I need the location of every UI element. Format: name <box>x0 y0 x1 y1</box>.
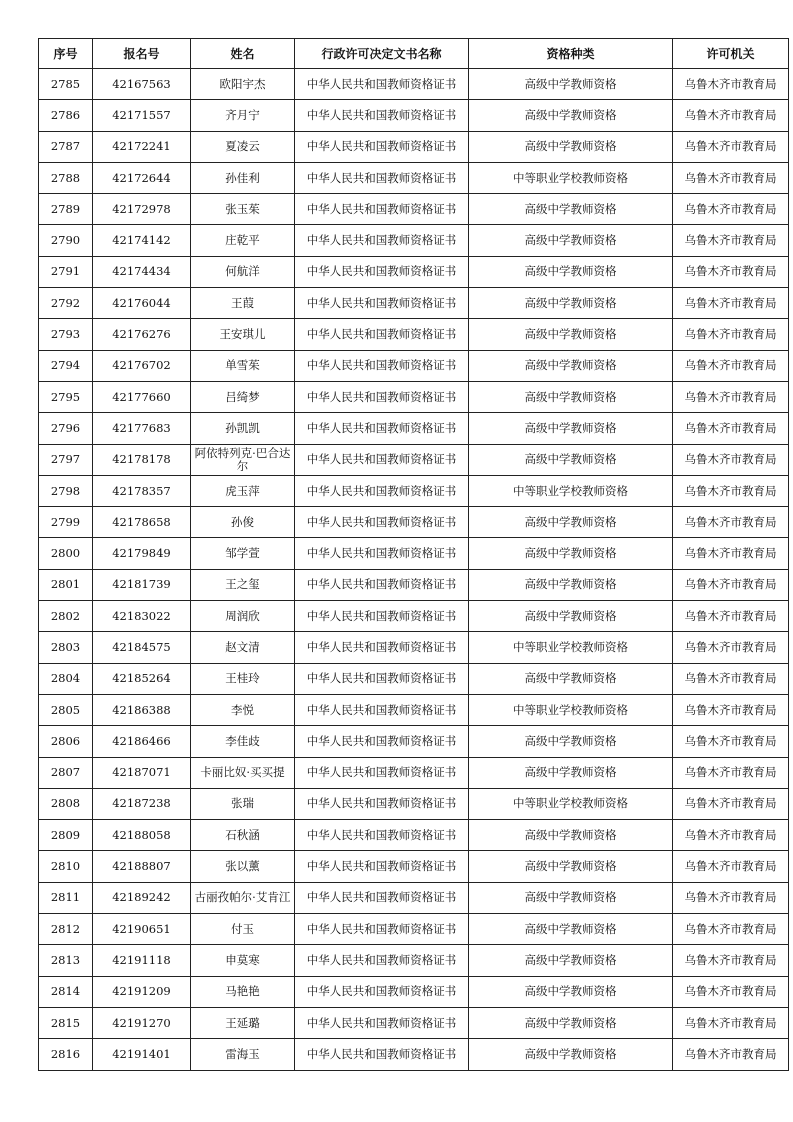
cell-reg-no: 42179849 <box>93 538 191 569</box>
cell-type: 高级中学教师资格 <box>469 914 673 945</box>
cell-doc: 中华人民共和国教师资格证书 <box>295 507 469 538</box>
cell-authority: 乌鲁木齐市教育局 <box>673 914 789 945</box>
cell-doc: 中华人民共和国教师资格证书 <box>295 1007 469 1038</box>
cell-doc: 中华人民共和国教师资格证书 <box>295 131 469 162</box>
table-row <box>39 194 789 225</box>
cell-reg-no: 42178658 <box>93 507 191 538</box>
cell-authority: 乌鲁木齐市教育局 <box>673 507 789 538</box>
cell-reg-no: 42172978 <box>93 194 191 225</box>
table-row <box>39 381 789 412</box>
cell-type: 高级中学教师资格 <box>469 444 673 475</box>
cell-doc: 中华人民共和国教师资格证书 <box>295 788 469 819</box>
cell-seq: 2814 <box>39 976 93 1007</box>
table-row <box>39 976 789 1007</box>
cell-type: 中等职业学校教师资格 <box>469 475 673 506</box>
cell-reg-no: 42177683 <box>93 413 191 444</box>
cell-seq: 2816 <box>39 1039 93 1070</box>
cell-seq: 2809 <box>39 820 93 851</box>
cell-reg-no: 42176702 <box>93 350 191 381</box>
header-doc: 行政许可决定文书名称 <box>295 39 469 69</box>
cell-type: 高级中学教师资格 <box>469 945 673 976</box>
cell-seq: 2812 <box>39 914 93 945</box>
cell-seq: 2795 <box>39 381 93 412</box>
cell-reg-no: 42191270 <box>93 1007 191 1038</box>
cell-seq: 2789 <box>39 194 93 225</box>
cell-type: 高级中学教师资格 <box>469 569 673 600</box>
cell-name: 周润欣 <box>191 601 295 632</box>
cell-name: 王桂玲 <box>191 663 295 694</box>
cell-authority: 乌鲁木齐市教育局 <box>673 882 789 913</box>
cell-name: 石秋涵 <box>191 820 295 851</box>
cell-type: 高级中学教师资格 <box>469 288 673 319</box>
cell-type: 高级中学教师资格 <box>469 601 673 632</box>
cell-type: 高级中学教师资格 <box>469 194 673 225</box>
cell-doc: 中华人民共和国教师资格证书 <box>295 194 469 225</box>
cell-authority: 乌鲁木齐市教育局 <box>673 162 789 193</box>
table-row <box>39 1007 789 1038</box>
cell-type: 高级中学教师资格 <box>469 976 673 1007</box>
cell-name: 王安琪儿 <box>191 319 295 350</box>
cell-reg-no: 42174142 <box>93 225 191 256</box>
cell-authority: 乌鲁木齐市教育局 <box>673 538 789 569</box>
cell-seq: 2806 <box>39 726 93 757</box>
cell-type: 高级中学教师资格 <box>469 256 673 287</box>
table-row <box>39 350 789 381</box>
cell-authority: 乌鲁木齐市教育局 <box>673 851 789 882</box>
cell-name: 马艳艳 <box>191 976 295 1007</box>
cell-type: 高级中学教师资格 <box>469 507 673 538</box>
cell-authority: 乌鲁木齐市教育局 <box>673 1039 789 1070</box>
cell-type: 中等职业学校教师资格 <box>469 632 673 663</box>
cell-authority: 乌鲁木齐市教育局 <box>673 726 789 757</box>
cell-reg-no: 42188807 <box>93 851 191 882</box>
cell-doc: 中华人民共和国教师资格证书 <box>295 1039 469 1070</box>
cell-name: 古丽孜帕尔·艾肯江 <box>191 882 295 913</box>
cell-seq: 2785 <box>39 69 93 100</box>
cell-doc: 中华人民共和国教师资格证书 <box>295 569 469 600</box>
cell-authority: 乌鲁木齐市教育局 <box>673 569 789 600</box>
cell-doc: 中华人民共和国教师资格证书 <box>295 100 469 131</box>
table-row <box>39 945 789 976</box>
cell-authority: 乌鲁木齐市教育局 <box>673 663 789 694</box>
table-row <box>39 569 789 600</box>
cell-authority: 乌鲁木齐市教育局 <box>673 194 789 225</box>
table-row <box>39 256 789 287</box>
cell-doc: 中华人民共和国教师资格证书 <box>295 319 469 350</box>
cell-type: 高级中学教师资格 <box>469 757 673 788</box>
cell-type: 高级中学教师资格 <box>469 851 673 882</box>
cell-doc: 中华人民共和国教师资格证书 <box>295 882 469 913</box>
cell-seq: 2794 <box>39 350 93 381</box>
cell-reg-no: 42183022 <box>93 601 191 632</box>
cell-authority: 乌鲁木齐市教育局 <box>673 69 789 100</box>
cell-authority: 乌鲁木齐市教育局 <box>673 444 789 475</box>
table-row <box>39 601 789 632</box>
cell-doc: 中华人民共和国教师资格证书 <box>295 976 469 1007</box>
cell-name: 王之玺 <box>191 569 295 600</box>
cell-type: 高级中学教师资格 <box>469 882 673 913</box>
cell-type: 高级中学教师资格 <box>469 538 673 569</box>
cell-reg-no: 42178178 <box>93 444 191 475</box>
cell-doc: 中华人民共和国教师资格证书 <box>295 413 469 444</box>
table-row <box>39 726 789 757</box>
cell-reg-no: 42188058 <box>93 820 191 851</box>
cell-doc: 中华人民共和国教师资格证书 <box>295 851 469 882</box>
table-row <box>39 914 789 945</box>
cell-name: 张玉茱 <box>191 194 295 225</box>
cell-type: 高级中学教师资格 <box>469 820 673 851</box>
table-row <box>39 69 789 100</box>
cell-type: 高级中学教师资格 <box>469 663 673 694</box>
cell-authority: 乌鲁木齐市教育局 <box>673 820 789 851</box>
cell-doc: 中华人民共和国教师资格证书 <box>295 663 469 694</box>
cell-reg-no: 42178357 <box>93 475 191 506</box>
cell-name: 吕绮梦 <box>191 381 295 412</box>
cell-seq: 2803 <box>39 632 93 663</box>
cell-name: 庄乾平 <box>191 225 295 256</box>
cell-authority: 乌鲁木齐市教育局 <box>673 131 789 162</box>
cell-name: 孙佳利 <box>191 162 295 193</box>
cell-reg-no: 42181739 <box>93 569 191 600</box>
table-row <box>39 851 789 882</box>
cell-type: 高级中学教师资格 <box>469 1039 673 1070</box>
cell-name: 李佳歧 <box>191 726 295 757</box>
cell-type: 中等职业学校教师资格 <box>469 162 673 193</box>
cell-reg-no: 42172241 <box>93 131 191 162</box>
cell-seq: 2808 <box>39 788 93 819</box>
table-row <box>39 694 789 725</box>
table-row <box>39 319 789 350</box>
cell-authority: 乌鲁木齐市教育局 <box>673 256 789 287</box>
cell-type: 中等职业学校教师资格 <box>469 694 673 725</box>
cell-reg-no: 42177660 <box>93 381 191 412</box>
table-row <box>39 882 789 913</box>
cell-reg-no: 42176044 <box>93 288 191 319</box>
cell-doc: 中华人民共和国教师资格证书 <box>295 945 469 976</box>
cell-seq: 2813 <box>39 945 93 976</box>
cell-type: 高级中学教师资格 <box>469 131 673 162</box>
cell-name: 孙凯凯 <box>191 413 295 444</box>
cell-name: 何航洋 <box>191 256 295 287</box>
cell-authority: 乌鲁木齐市教育局 <box>673 100 789 131</box>
cell-type: 高级中学教师资格 <box>469 319 673 350</box>
cell-reg-no: 42189242 <box>93 882 191 913</box>
cell-reg-no: 42191118 <box>93 945 191 976</box>
cell-authority: 乌鲁木齐市教育局 <box>673 757 789 788</box>
cell-seq: 2804 <box>39 663 93 694</box>
table-row <box>39 475 789 506</box>
cell-doc: 中华人民共和国教师资格证书 <box>295 288 469 319</box>
table-row <box>39 413 789 444</box>
cell-authority: 乌鲁木齐市教育局 <box>673 288 789 319</box>
cell-authority: 乌鲁木齐市教育局 <box>673 694 789 725</box>
cell-seq: 2810 <box>39 851 93 882</box>
table-row <box>39 444 789 475</box>
cell-name: 邹学萱 <box>191 538 295 569</box>
cell-reg-no: 42172644 <box>93 162 191 193</box>
cell-type: 高级中学教师资格 <box>469 413 673 444</box>
cell-doc: 中华人民共和国教师资格证书 <box>295 757 469 788</box>
cell-reg-no: 42190651 <box>93 914 191 945</box>
cell-seq: 2796 <box>39 413 93 444</box>
cell-doc: 中华人民共和国教师资格证书 <box>295 350 469 381</box>
cell-authority: 乌鲁木齐市教育局 <box>673 319 789 350</box>
cell-doc: 中华人民共和国教师资格证书 <box>295 601 469 632</box>
cell-seq: 2799 <box>39 507 93 538</box>
cell-seq: 2800 <box>39 538 93 569</box>
table-row <box>39 632 789 663</box>
cell-seq: 2797 <box>39 444 93 475</box>
cell-authority: 乌鲁木齐市教育局 <box>673 1007 789 1038</box>
cell-name: 赵文清 <box>191 632 295 663</box>
cell-name: 单雪茱 <box>191 350 295 381</box>
header-type: 资格种类 <box>469 39 673 69</box>
cell-seq: 2791 <box>39 256 93 287</box>
cell-seq: 2790 <box>39 225 93 256</box>
header-seq: 序号 <box>39 39 93 69</box>
table-row <box>39 100 789 131</box>
table-row <box>39 131 789 162</box>
table-row <box>39 820 789 851</box>
cell-authority: 乌鲁木齐市教育局 <box>673 350 789 381</box>
cell-type: 高级中学教师资格 <box>469 350 673 381</box>
header-reg-no: 报名号 <box>93 39 191 69</box>
cell-authority: 乌鲁木齐市教育局 <box>673 945 789 976</box>
cell-type: 高级中学教师资格 <box>469 726 673 757</box>
header-authority: 许可机关 <box>673 39 789 69</box>
cell-reg-no: 42167563 <box>93 69 191 100</box>
cell-reg-no: 42187238 <box>93 788 191 819</box>
cell-reg-no: 42176276 <box>93 319 191 350</box>
cell-name: 欧阳宇杰 <box>191 69 295 100</box>
cell-name: 张以薰 <box>191 851 295 882</box>
cell-seq: 2786 <box>39 100 93 131</box>
table-row <box>39 1039 789 1070</box>
cell-name: 张瑞 <box>191 788 295 819</box>
cell-name: 李悦 <box>191 694 295 725</box>
cell-authority: 乌鲁木齐市教育局 <box>673 632 789 663</box>
table-row <box>39 538 789 569</box>
cell-doc: 中华人民共和国教师资格证书 <box>295 694 469 725</box>
cell-authority: 乌鲁木齐市教育局 <box>673 413 789 444</box>
cell-name: 申莫寒 <box>191 945 295 976</box>
cell-type: 高级中学教师资格 <box>469 381 673 412</box>
cell-reg-no: 42171557 <box>93 100 191 131</box>
cell-name: 夏凌云 <box>191 131 295 162</box>
cell-reg-no: 42191209 <box>93 976 191 1007</box>
cell-type: 高级中学教师资格 <box>469 69 673 100</box>
teacher-certificate-table <box>38 38 789 1071</box>
cell-doc: 中华人民共和国教师资格证书 <box>295 162 469 193</box>
cell-name: 阿依特列克·巴合达尔 <box>191 444 295 475</box>
table-row <box>39 288 789 319</box>
cell-authority: 乌鲁木齐市教育局 <box>673 601 789 632</box>
cell-name: 齐月宁 <box>191 100 295 131</box>
cell-reg-no: 42187071 <box>93 757 191 788</box>
cell-doc: 中华人民共和国教师资格证书 <box>295 381 469 412</box>
cell-name: 虎玉萍 <box>191 475 295 506</box>
cell-reg-no: 42191401 <box>93 1039 191 1070</box>
table-row <box>39 162 789 193</box>
table-row <box>39 788 789 819</box>
table-body <box>39 69 789 1071</box>
cell-name: 王延璐 <box>191 1007 295 1038</box>
cell-authority: 乌鲁木齐市教育局 <box>673 475 789 506</box>
cell-doc: 中华人民共和国教师资格证书 <box>295 256 469 287</box>
cell-seq: 2788 <box>39 162 93 193</box>
cell-name: 卡丽比奴·买买提 <box>191 757 295 788</box>
cell-name: 雷海玉 <box>191 1039 295 1070</box>
cell-doc: 中华人民共和国教师资格证书 <box>295 69 469 100</box>
cell-doc: 中华人民共和国教师资格证书 <box>295 444 469 475</box>
cell-reg-no: 42174434 <box>93 256 191 287</box>
cell-seq: 2815 <box>39 1007 93 1038</box>
cell-doc: 中华人民共和国教师资格证书 <box>295 538 469 569</box>
cell-seq: 2811 <box>39 882 93 913</box>
cell-doc: 中华人民共和国教师资格证书 <box>295 820 469 851</box>
cell-seq: 2798 <box>39 475 93 506</box>
cell-type: 中等职业学校教师资格 <box>469 788 673 819</box>
cell-reg-no: 42184575 <box>93 632 191 663</box>
cell-authority: 乌鲁木齐市教育局 <box>673 225 789 256</box>
cell-type: 高级中学教师资格 <box>469 225 673 256</box>
cell-seq: 2787 <box>39 131 93 162</box>
cell-doc: 中华人民共和国教师资格证书 <box>295 225 469 256</box>
cell-doc: 中华人民共和国教师资格证书 <box>295 726 469 757</box>
cell-doc: 中华人民共和国教师资格证书 <box>295 632 469 663</box>
cell-seq: 2805 <box>39 694 93 725</box>
cell-seq: 2807 <box>39 757 93 788</box>
cell-doc: 中华人民共和国教师资格证书 <box>295 475 469 506</box>
cell-authority: 乌鲁木齐市教育局 <box>673 381 789 412</box>
table-header-row <box>39 39 789 69</box>
header-name: 姓名 <box>191 39 295 69</box>
table-row <box>39 663 789 694</box>
cell-seq: 2792 <box>39 288 93 319</box>
cell-reg-no: 42186388 <box>93 694 191 725</box>
cell-authority: 乌鲁木齐市教育局 <box>673 976 789 1007</box>
cell-reg-no: 42185264 <box>93 663 191 694</box>
cell-doc: 中华人民共和国教师资格证书 <box>295 914 469 945</box>
cell-authority: 乌鲁木齐市教育局 <box>673 788 789 819</box>
table-row <box>39 507 789 538</box>
cell-type: 高级中学教师资格 <box>469 1007 673 1038</box>
cell-seq: 2801 <box>39 569 93 600</box>
cell-seq: 2802 <box>39 601 93 632</box>
table-row <box>39 757 789 788</box>
cell-name: 付玉 <box>191 914 295 945</box>
cell-type: 高级中学教师资格 <box>469 100 673 131</box>
cell-name: 孙俊 <box>191 507 295 538</box>
cell-name: 王葭 <box>191 288 295 319</box>
cell-reg-no: 42186466 <box>93 726 191 757</box>
table-row <box>39 225 789 256</box>
cell-seq: 2793 <box>39 319 93 350</box>
